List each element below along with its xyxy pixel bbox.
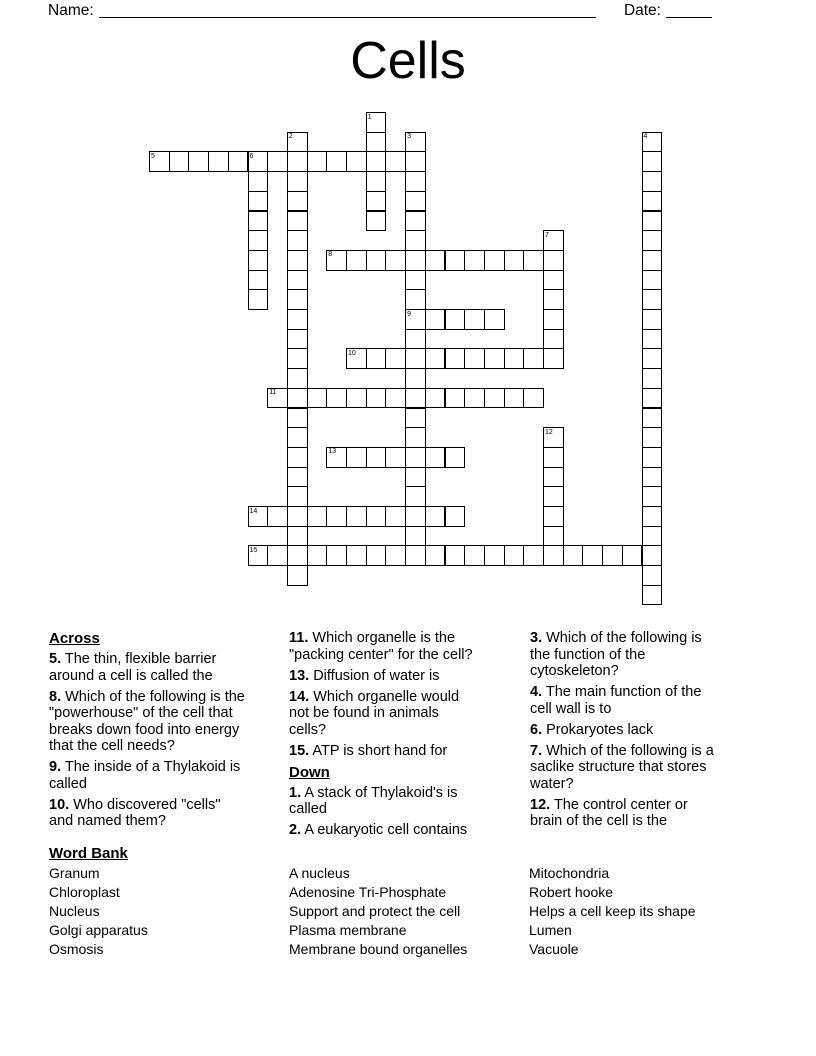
crossword-cell <box>385 250 406 271</box>
crossword-cell <box>385 506 406 527</box>
crossword-cell <box>642 388 663 409</box>
clue-item-number: 4. <box>530 684 543 700</box>
crossword-cell <box>464 348 485 369</box>
clue-column-right <box>530 630 720 834</box>
crossword-cell <box>642 191 663 212</box>
clue-item-number: 15. <box>289 742 310 759</box>
crossword-cell <box>484 388 505 409</box>
crossword-cell <box>405 151 426 172</box>
crossword-cell <box>642 211 663 232</box>
crossword-cell <box>326 151 347 172</box>
crossword-cell <box>287 230 308 251</box>
crossword-cell <box>425 348 446 369</box>
crossword-cell <box>464 388 485 409</box>
word-bank-item: Helps a cell keep its shape <box>529 903 696 919</box>
crossword-cell <box>405 447 426 468</box>
grid-number: 9 <box>407 310 411 318</box>
crossword-cell <box>326 388 347 409</box>
clue-item: 5. The thin, flexible barrier around a cell is called the <box>49 651 217 684</box>
grid-number: 12 <box>545 428 553 436</box>
date-label: Date: <box>623 2 661 19</box>
grid-number: 13 <box>328 448 337 456</box>
crossword-cell <box>642 151 663 172</box>
crossword-cell <box>642 486 663 507</box>
crossword-cell <box>326 545 347 566</box>
clue-item-number: 12. <box>530 796 551 813</box>
crossword-cell <box>543 526 564 547</box>
crossword-cell <box>366 171 387 192</box>
crossword-cell <box>287 151 308 172</box>
crossword-cell <box>642 565 663 586</box>
clue-item: 15. ATP is short hand for <box>289 742 448 759</box>
word-bank-item: Robert hooke <box>529 884 614 900</box>
grid-number: 8 <box>328 251 333 259</box>
crossword-cell <box>287 467 308 488</box>
crossword-cell <box>543 289 564 310</box>
word-bank-item: Golgi apparatus <box>49 922 148 938</box>
clue-item-number: 6. <box>530 721 543 738</box>
clue-section-header: Down <box>289 763 330 781</box>
crossword-cell <box>405 270 426 291</box>
grid-number: 15 <box>249 546 258 554</box>
grid-number: 2 <box>288 133 293 141</box>
crossword-cell <box>287 388 308 409</box>
clue-item-number: 2. <box>289 822 302 838</box>
crossword-cell <box>287 171 308 192</box>
word-bank-item: Vacuole <box>529 941 579 957</box>
crossword-cell <box>287 565 308 586</box>
crossword-cell <box>385 151 406 172</box>
crossword-cell <box>208 151 229 172</box>
clue-item: 10. Who discovered "cells" and named them? <box>49 796 221 829</box>
crossword-cell <box>287 348 308 369</box>
grid-number: 14 <box>249 507 258 515</box>
crossword-cell <box>543 467 564 488</box>
crossword-cell <box>366 447 387 468</box>
clue-item: 8. Which of the following is the "powerhouse" of the cell that breaks down food into energy that the cell needs? <box>49 688 245 754</box>
crossword-cell <box>445 447 466 468</box>
crossword-cell <box>287 368 308 389</box>
crossword-cell <box>425 506 446 527</box>
clue-item-number: 5. <box>49 651 62 667</box>
crossword-cell <box>307 388 328 409</box>
crossword-cell <box>642 408 663 429</box>
crossword-cell <box>602 545 623 566</box>
crossword-cell <box>307 545 328 566</box>
crossword-cell <box>464 250 485 271</box>
clue-item: 6. Prokaryotes lack <box>530 721 654 738</box>
crossword-cell <box>523 250 544 271</box>
crossword-cell <box>582 545 603 566</box>
crossword-cell <box>405 211 426 232</box>
crossword-cell <box>642 250 663 271</box>
crossword-cell <box>248 171 269 192</box>
date-blank-line <box>666 2 712 18</box>
crossword-cell <box>543 545 564 566</box>
crossword-cell <box>287 250 308 271</box>
crossword-cell <box>642 467 663 488</box>
worksheet-title: Cells <box>350 32 466 90</box>
crossword-cell <box>642 348 663 369</box>
crossword-cell <box>563 545 584 566</box>
crossword-cell <box>543 309 564 330</box>
crossword-cell <box>425 447 446 468</box>
crossword-cell <box>346 151 367 172</box>
grid-number: 7 <box>545 231 549 239</box>
crossword-cell <box>287 329 308 350</box>
grid-number: 5 <box>151 152 155 160</box>
crossword-cell <box>405 388 426 409</box>
clue-item-number: 8. <box>49 688 62 705</box>
crossword-cell <box>543 270 564 291</box>
word-bank-item: Support and protect the cell <box>289 903 461 919</box>
clue-item: 4. The main function of the cell wall is to <box>530 684 702 717</box>
crossword-cell <box>366 211 387 232</box>
crossword-cell <box>405 368 426 389</box>
crossword-cell <box>405 171 426 192</box>
crossword-cell <box>543 486 564 507</box>
crossword-cell <box>425 250 446 271</box>
crossword-cell <box>445 250 466 271</box>
crossword-cell <box>504 250 525 271</box>
clue-item-number: 11. <box>289 630 309 646</box>
crossword-cell <box>523 388 544 409</box>
crossword-cell <box>228 151 249 172</box>
crossword-cell <box>405 348 426 369</box>
crossword-cell <box>385 388 406 409</box>
grid-number: 11 <box>269 389 277 397</box>
clue-item: 1. A stack of Thylakoid's is called <box>289 784 458 817</box>
crossword-cell <box>169 151 190 172</box>
crossword-cell <box>326 506 347 527</box>
word-bank-item: Chloroplast <box>49 884 120 900</box>
crossword-cell <box>188 151 209 172</box>
clue-item-number: 3. <box>530 630 543 646</box>
crossword-cell <box>346 506 367 527</box>
grid-number: 1 <box>367 113 372 121</box>
crossword-cell <box>543 348 564 369</box>
crossword-cell <box>464 309 485 330</box>
word-bank-item: Mitochondria <box>529 865 610 881</box>
crossword-cell <box>642 289 663 310</box>
crossword-cell <box>405 408 426 429</box>
crossword-cell <box>385 348 406 369</box>
crossword-cell <box>642 447 663 468</box>
word-bank-column-3 <box>529 864 761 959</box>
grid-number: 10 <box>348 349 356 357</box>
clue-item: 11. Which organelle is the "packing center" for the cell? <box>289 630 473 663</box>
crossword-cell <box>248 230 269 251</box>
name-label: Name: <box>48 2 94 19</box>
crossword-cell <box>346 388 367 409</box>
crossword-cell <box>445 348 466 369</box>
crossword-cell <box>445 506 466 527</box>
crossword-cell <box>267 545 288 566</box>
clue-item-number: 10. <box>49 796 70 813</box>
crossword-cell <box>287 427 308 448</box>
crossword-cell <box>366 191 387 212</box>
clue-item-number: 7. <box>530 742 543 759</box>
clue-item: 14. Which organelle would not be found in animals cells? <box>289 688 460 738</box>
crossword-cell <box>405 486 426 507</box>
crossword-cell <box>484 545 505 566</box>
crossword-cell <box>366 250 387 271</box>
clue-item-number: 14. <box>289 688 310 705</box>
crossword-cell <box>287 447 308 468</box>
crossword-cell <box>287 289 308 310</box>
crossword-cell <box>307 151 328 172</box>
crossword-cell <box>405 329 426 350</box>
crossword-cell <box>425 309 446 330</box>
crossword-cell <box>642 329 663 350</box>
crossword-cell <box>366 151 387 172</box>
crossword-cell <box>405 526 426 547</box>
crossword-cell <box>287 506 308 527</box>
name-date-row <box>48 2 712 20</box>
crossword-cell <box>366 506 387 527</box>
crossword-cell <box>504 545 525 566</box>
name-blank-line <box>99 2 596 18</box>
word-bank-item: Granum <box>49 865 100 881</box>
word-bank-item: Plasma membrane <box>289 922 407 938</box>
crossword-cell <box>445 545 466 566</box>
word-bank-header: Word Bank <box>49 845 128 862</box>
grid-number: 3 <box>407 133 411 141</box>
crossword-cell <box>484 348 505 369</box>
crossword-cell <box>287 270 308 291</box>
word-bank-column-1 <box>49 864 281 959</box>
crossword-cell <box>445 388 466 409</box>
crossword-cell <box>405 427 426 448</box>
crossword-cell <box>504 348 525 369</box>
crossword-cell <box>642 309 663 330</box>
clue-item: 7. Which of the following is a saclike structure that stores water? <box>530 742 714 792</box>
crossword-cell <box>287 309 308 330</box>
clue-item-number: 1. <box>289 784 302 801</box>
crossword-cell <box>385 447 406 468</box>
crossword-cell <box>287 526 308 547</box>
crossword-cell <box>543 506 564 527</box>
crossword-cell <box>642 585 663 606</box>
clue-item: 13. Diffusion of water is <box>289 667 440 684</box>
crossword-cell <box>464 545 485 566</box>
clue-item: 9. The inside of a Thylakoid is called <box>49 759 241 792</box>
clue-item-number: 13. <box>289 667 310 684</box>
clue-item: 12. The control center or brain of the cell is the <box>530 796 688 829</box>
grid-number: 6 <box>249 152 254 160</box>
crossword-cell <box>642 171 663 192</box>
crossword-cell <box>405 545 426 566</box>
crossword-grid <box>149 112 663 606</box>
clue-column-middle <box>289 630 479 843</box>
crossword-cell <box>248 250 269 271</box>
crossword-cell <box>307 506 328 527</box>
crossword-cell <box>425 388 446 409</box>
crossword-cell <box>385 545 406 566</box>
crossword-cell <box>543 329 564 350</box>
crossword-cell <box>248 211 269 232</box>
crossword-cell <box>267 506 288 527</box>
crossword-cell <box>642 270 663 291</box>
word-bank-item: A nucleus <box>289 865 350 881</box>
word-bank-item: Membrane bound organelles <box>289 941 468 957</box>
clue-item-number: 9. <box>49 759 62 775</box>
crossword-cell <box>248 270 269 291</box>
clue-column-across <box>49 630 245 834</box>
crossword-cell <box>425 545 446 566</box>
crossword-cell <box>445 309 466 330</box>
clue-section-header: Across <box>49 630 100 647</box>
crossword-cell <box>346 447 367 468</box>
crossword-cell <box>523 348 544 369</box>
word-bank-column-2 <box>289 864 521 959</box>
crossword-cell <box>622 545 643 566</box>
crossword-cell <box>366 388 387 409</box>
crossword-cell <box>287 486 308 507</box>
crossword-cell <box>543 447 564 468</box>
crossword-cell <box>287 211 308 232</box>
word-bank-item: Osmosis <box>49 941 104 957</box>
crossword-cell <box>405 506 426 527</box>
crossword-cell <box>366 132 387 153</box>
crossword-cell <box>287 191 308 212</box>
crossword-cell <box>405 191 426 212</box>
crossword-cell <box>267 151 288 172</box>
crossword-cell <box>366 348 387 369</box>
crossword-cell <box>642 545 663 566</box>
word-bank-item: Adenosine Tri-Phosphate <box>289 884 447 900</box>
crossword-cell <box>346 545 367 566</box>
word-bank-item: Lumen <box>529 922 572 938</box>
crossword-cell <box>484 309 505 330</box>
crossword-cell <box>346 250 367 271</box>
crossword-cell <box>642 506 663 527</box>
clue-item: 3. Which of the following is the function of the cytoskeleton? <box>530 630 702 679</box>
crossword-cell <box>287 408 308 429</box>
grid-number: 4 <box>643 133 648 141</box>
crossword-cell <box>642 368 663 389</box>
crossword-cell <box>405 230 426 251</box>
crossword-cell <box>642 427 663 448</box>
crossword-cell <box>248 191 269 212</box>
crossword-cell <box>405 289 426 310</box>
crossword-cell <box>405 250 426 271</box>
crossword-cell <box>287 545 308 566</box>
crossword-cell <box>405 467 426 488</box>
clue-item: 2. A eukaryotic cell contains <box>289 822 468 838</box>
crossword-cell <box>523 545 544 566</box>
crossword-cell <box>642 230 663 251</box>
crossword-cell <box>504 388 525 409</box>
crossword-cell <box>543 250 564 271</box>
crossword-cell <box>484 250 505 271</box>
crossword-cell <box>642 526 663 547</box>
word-bank-item: Nucleus <box>49 903 100 919</box>
crossword-cell <box>366 545 387 566</box>
crossword-cell <box>248 289 269 310</box>
